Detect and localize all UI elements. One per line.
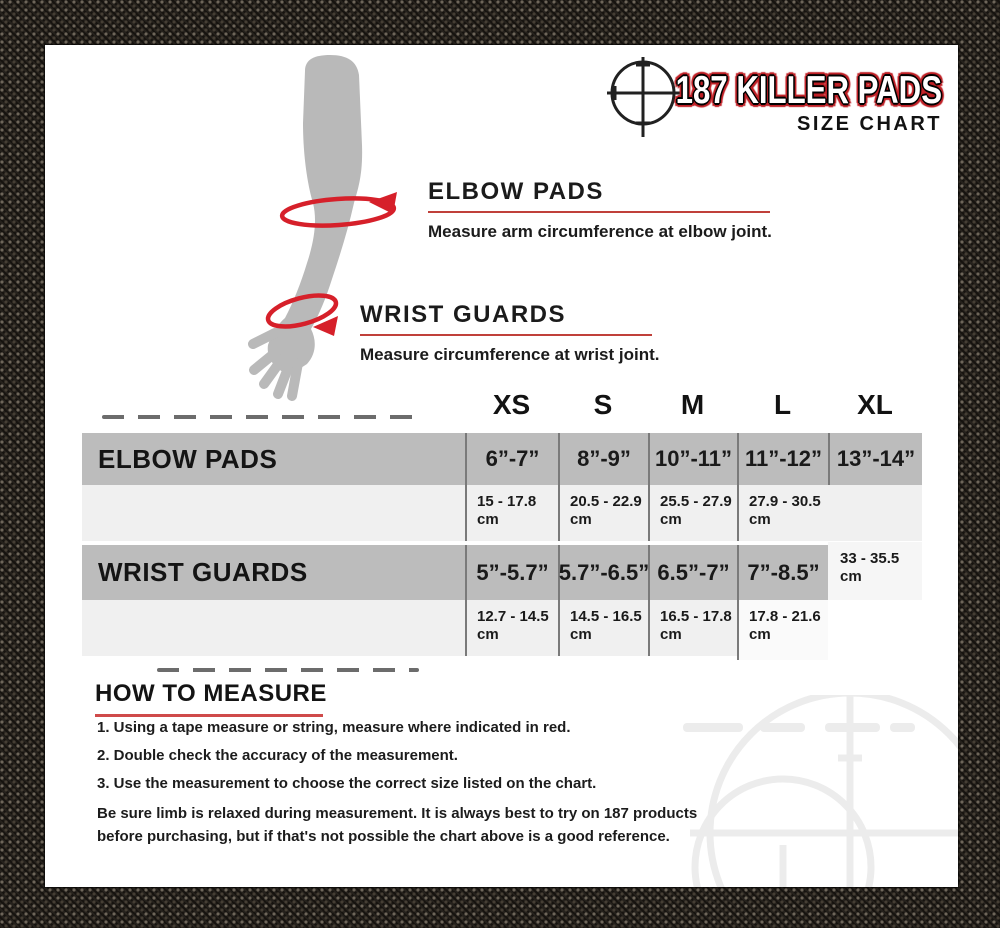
elbow-inches-row [82, 433, 922, 485]
wrist-guards-heading: WRIST GUARDS [360, 301, 566, 328]
table-cell: 5.7”-6.5” [558, 545, 648, 600]
size-header-xs: XS [492, 389, 531, 420]
table-cell: 6.5”-7” [648, 545, 737, 600]
size-header-m: M [680, 389, 705, 420]
table-cell: 14.5 - 16.5 cm [558, 600, 648, 656]
size-header-xl: XL [857, 389, 893, 420]
table-cell: 17.8 - 21.6 cm [737, 600, 828, 660]
table-cell: 33 - 35.5 cm [828, 542, 922, 600]
table-cell: 13”-14” [828, 433, 922, 485]
elbow-pads-section [428, 178, 772, 242]
table-cell: 8”-9” [558, 433, 648, 485]
row-label-wrist-guards: WRIST GUARDS [98, 557, 308, 587]
how-to-measure-heading: HOW TO MEASURE [95, 680, 327, 707]
wrist-guards-section [360, 301, 660, 365]
table-cell: 12.7 - 14.5 cm [465, 600, 558, 656]
table-cell: 10”-11” [648, 433, 737, 485]
size-header-s: S [593, 389, 613, 420]
torn-edge-dashes [157, 668, 419, 672]
table-cell: 5”-5.7” [465, 545, 558, 600]
table-cell: 25.5 - 27.9 cm [648, 485, 737, 541]
table-cell: 20.5 - 22.9 cm [558, 485, 648, 541]
wrist-guards-caption: Measure circumference at wrist joint. [360, 345, 660, 364]
table-cell-empty [82, 600, 465, 656]
elbow-pads-caption: Measure arm circumference at elbow joint. [428, 222, 772, 241]
size-chart-label: SIZE CHART [797, 113, 942, 135]
how-to-measure-section [95, 680, 327, 717]
measure-note: Be sure limb is relaxed during measurement. It is always best to try on 187 products before purchasing, but if that's not possible the chart above is a good reference. [97, 805, 698, 846]
size-header-row [465, 389, 922, 421]
table-cell-empty [82, 485, 465, 541]
table-cell: 15 - 17.8 cm [465, 485, 558, 541]
measure-steps [97, 719, 596, 803]
red-underline [428, 211, 770, 213]
wrist-cm-row [82, 600, 828, 656]
table-cell: 16.5 - 17.8 cm [648, 600, 737, 656]
table-cell: 7”-8.5” [737, 545, 828, 600]
size-table [82, 433, 922, 656]
red-underline [95, 714, 323, 717]
size-header-l: L [773, 389, 792, 420]
measure-step-1: 1. Using a tape measure or string, measure where indicated in red. [97, 719, 571, 736]
size-chart-panel [45, 45, 958, 887]
table-cell: 27.9 - 30.5 cm [737, 485, 828, 541]
torn-edge-dashes [102, 415, 422, 419]
measure-step-2: 2. Double check the accuracy of the measurement. [97, 747, 458, 764]
red-underline [360, 334, 652, 336]
table-cell: 6”-7” [465, 433, 558, 485]
row-label-elbow-pads: ELBOW PADS [98, 443, 278, 474]
table-cell: 11”-12” [737, 433, 828, 485]
wrist-inches-row [82, 545, 828, 600]
crosshair-watermark-icon [675, 695, 958, 887]
elbow-pads-heading: ELBOW PADS [428, 178, 604, 205]
brand-name: 187 KILLER PADS [675, 69, 942, 112]
brand-logo [609, 71, 942, 136]
measure-step-3: 3. Use the measurement to choose the correct size listed on the chart. [97, 775, 597, 792]
